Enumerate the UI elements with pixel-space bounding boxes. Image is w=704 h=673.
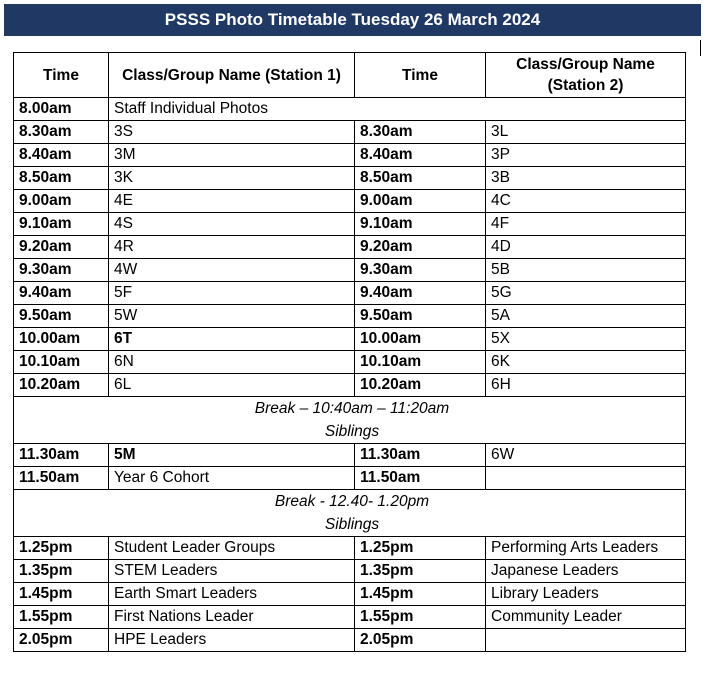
table-row <box>14 537 686 560</box>
time-cell-station-1: 11.50am <box>14 467 109 490</box>
table-row <box>14 305 686 328</box>
table-row <box>14 467 686 490</box>
class-cell-station-2: 6K <box>486 351 686 374</box>
class-cell-station-1: First Nations Leader <box>109 606 355 629</box>
class-cell-station-1: 3K <box>109 167 355 190</box>
class-cell-station-1: 5W <box>109 305 355 328</box>
edge-mark <box>700 40 701 56</box>
time-cell-station-1: 8.40am <box>14 144 109 167</box>
class-cell-station-1: 4S <box>109 213 355 236</box>
class-cell-station-2: 5G <box>486 282 686 305</box>
table-row <box>14 351 686 374</box>
time-cell-station-2: 9.50am <box>355 305 486 328</box>
time-cell-station-2: 10.00am <box>355 328 486 351</box>
class-cell-station-2: 6H <box>486 374 686 397</box>
time-cell-station-1: 9.40am <box>14 282 109 305</box>
time-cell-station-2: 9.30am <box>355 259 486 282</box>
class-cell-station-1: 6T <box>109 328 355 351</box>
timetable <box>13 52 686 652</box>
class-cell-station-2 <box>486 467 686 490</box>
class-cell-station-2 <box>486 629 686 652</box>
class-cell-station-1: 4R <box>109 236 355 259</box>
class-cell-station-2: Library Leaders <box>486 583 686 606</box>
time-cell-station-2: 9.00am <box>355 190 486 213</box>
time-cell: 8.00am <box>14 98 109 121</box>
time-cell-station-1: 8.30am <box>14 121 109 144</box>
table-row <box>14 259 686 282</box>
class-cell-station-1: 6L <box>109 374 355 397</box>
time-cell-station-1: 1.55pm <box>14 606 109 629</box>
staff-row <box>14 98 686 121</box>
class-cell-station-2: 5B <box>486 259 686 282</box>
class-cell-station-2: 4C <box>486 190 686 213</box>
class-cell-station-1: 4W <box>109 259 355 282</box>
time-cell-station-2: 9.40am <box>355 282 486 305</box>
table-row <box>14 560 686 583</box>
time-cell-station-2: 8.30am <box>355 121 486 144</box>
break-cell <box>14 397 686 444</box>
time-cell-station-1: 10.00am <box>14 328 109 351</box>
time-cell-station-2: 9.20am <box>355 236 486 259</box>
time-cell-station-2: 8.40am <box>355 144 486 167</box>
time-cell-station-2: 2.05pm <box>355 629 486 652</box>
time-cell-station-1: 9.00am <box>14 190 109 213</box>
header-row <box>14 53 686 98</box>
time-cell-station-1: 10.10am <box>14 351 109 374</box>
class-cell-station-2: 4D <box>486 236 686 259</box>
time-cell-station-1: 10.20am <box>14 374 109 397</box>
time-cell-station-2: 1.35pm <box>355 560 486 583</box>
time-cell-station-1: 2.05pm <box>14 629 109 652</box>
class-cell-station-1: Earth Smart Leaders <box>109 583 355 606</box>
class-cell-station-2: Performing Arts Leaders <box>486 537 686 560</box>
table-row <box>14 444 686 467</box>
class-cell-station-1: Student Leader Groups <box>109 537 355 560</box>
time-cell-station-2: 11.50am <box>355 467 486 490</box>
break-cell <box>14 490 686 537</box>
table-row <box>14 583 686 606</box>
header-time-station-2: Time <box>355 53 486 98</box>
break-siblings-label: Siblings <box>324 423 380 440</box>
table-row <box>14 190 686 213</box>
class-cell-station-2: Japanese Leaders <box>486 560 686 583</box>
header-class-station-1: Class/Group Name (Station 1) <box>109 53 355 98</box>
time-cell-station-1: 9.30am <box>14 259 109 282</box>
class-cell-station-2: 3P <box>486 144 686 167</box>
class-cell-station-1: HPE Leaders <box>109 629 355 652</box>
class-cell-station-1: STEM Leaders <box>109 560 355 583</box>
header-class-station-2: Class/Group Name (Station 2) <box>486 53 686 98</box>
time-cell-station-2: 1.45pm <box>355 583 486 606</box>
class-cell-station-1: 5F <box>109 282 355 305</box>
class-cell-station-2: 3B <box>486 167 686 190</box>
time-cell-station-1: 11.30am <box>14 444 109 467</box>
time-cell-station-2: 9.10am <box>355 213 486 236</box>
time-cell-station-1: 1.25pm <box>14 537 109 560</box>
table-row <box>14 121 686 144</box>
class-cell-station-1: Year 6 Cohort <box>109 467 355 490</box>
time-cell-station-1: 8.50am <box>14 167 109 190</box>
table-row <box>14 144 686 167</box>
header-time-station-1: Time <box>14 53 109 98</box>
break-row <box>14 490 686 537</box>
table-row <box>14 374 686 397</box>
time-cell-station-1: 9.20am <box>14 236 109 259</box>
timetable-title: PSSS Photo Timetable Tuesday 26 March 2024 <box>4 4 701 36</box>
class-cell-station-2: 3L <box>486 121 686 144</box>
time-cell-station-1: 1.45pm <box>14 583 109 606</box>
time-cell-station-1: 9.10am <box>14 213 109 236</box>
class-cell-station-1: 3S <box>109 121 355 144</box>
time-cell-station-2: 1.55pm <box>355 606 486 629</box>
class-cell-station-1: 6N <box>109 351 355 374</box>
class-cell-station-2: 4F <box>486 213 686 236</box>
break-row <box>14 397 686 444</box>
time-cell-station-2: 10.10am <box>355 351 486 374</box>
table-row <box>14 606 686 629</box>
table-row <box>14 629 686 652</box>
class-cell-station-2: 6W <box>486 444 686 467</box>
time-cell-station-2: 10.20am <box>355 374 486 397</box>
table-row <box>14 167 686 190</box>
time-cell-station-2: 11.30am <box>355 444 486 467</box>
time-cell-station-2: 1.25pm <box>355 537 486 560</box>
time-cell-station-2: 8.50am <box>355 167 486 190</box>
time-cell-station-1: 1.35pm <box>14 560 109 583</box>
class-cell-station-1: 5M <box>109 444 355 467</box>
break-siblings-label: Siblings <box>324 516 380 533</box>
class-cell-station-2: 5A <box>486 305 686 328</box>
class-cell: Staff Individual Photos <box>109 98 686 121</box>
class-cell-station-2: Community Leader <box>486 606 686 629</box>
table-row <box>14 282 686 305</box>
class-cell-station-1: 3M <box>109 144 355 167</box>
table-row <box>14 213 686 236</box>
break-time-label: Break – 10:40am – 11:20am <box>254 400 450 417</box>
time-cell-station-1: 9.50am <box>14 305 109 328</box>
class-cell-station-1: 4E <box>109 190 355 213</box>
table-row <box>14 328 686 351</box>
class-cell-station-2: 5X <box>486 328 686 351</box>
break-time-label: Break - 12.40- 1.20pm <box>274 493 430 510</box>
table-row <box>14 236 686 259</box>
